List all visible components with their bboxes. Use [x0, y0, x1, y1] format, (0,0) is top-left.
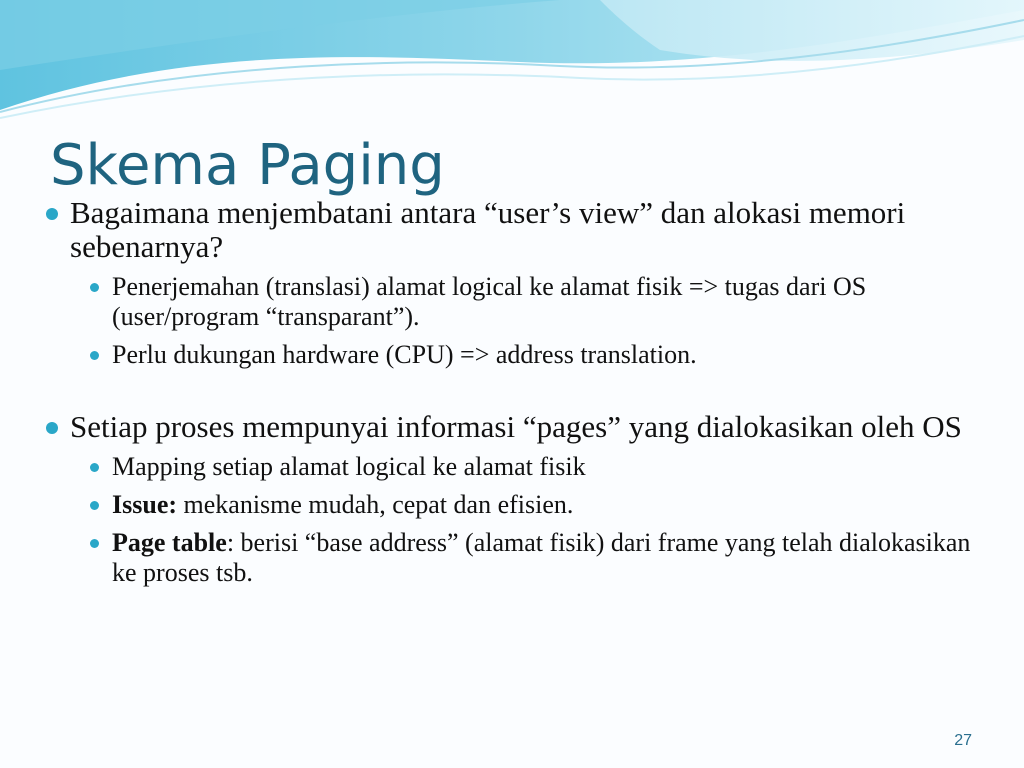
slide-content [44, 196, 974, 588]
bullet-text: Setiap proses mempunyai informasi “pages” yang dialokasikan oleh OS [70, 409, 962, 444]
slide-title: Skema Paging [50, 133, 445, 198]
sub-bullet-bold-label: Page table [112, 528, 227, 557]
sub-bullet-dot-icon [90, 539, 99, 548]
bullet-item [44, 410, 974, 444]
sub-bullet-text: Penerjemahan (translasi) alamat logical ke alamat fisik => tugas dari OS (user/program “transparant”). [112, 272, 867, 331]
sub-bullet-dot-icon [90, 501, 99, 510]
sub-bullet-item [112, 452, 974, 482]
sub-bullet-text: mekanisme mudah, cepat dan efisien. [177, 490, 574, 519]
sub-bullet-dot-icon [90, 283, 99, 292]
sub-bullet-text: Perlu dukungan hardware (CPU) => address translation. [112, 340, 697, 369]
bullet-text: Bagaimana menjembatani antara “user’s view” dan alokasi memori sebenarnya? [70, 195, 906, 264]
sub-bullet-item [112, 490, 974, 520]
sub-bullet-dot-icon [90, 351, 99, 360]
sub-bullet-item [112, 272, 974, 332]
header-wave-decoration [0, 0, 1024, 130]
bullet-dot-icon [46, 208, 58, 220]
bullet-dot-icon [46, 422, 58, 434]
sub-bullet-item [112, 340, 974, 370]
sub-bullet-bold-label: Issue: [112, 490, 178, 519]
sub-bullet-item [112, 528, 974, 588]
sub-bullet-text: : berisi “base address” (alamat fisik) dari frame yang telah dialokasikan ke proses tsb. [112, 528, 971, 587]
page-number: 27 [954, 732, 972, 749]
sub-bullet-dot-icon [90, 463, 99, 472]
bullet-item [44, 196, 974, 264]
sub-bullet-text: Mapping setiap alamat logical ke alamat fisik [112, 452, 586, 481]
